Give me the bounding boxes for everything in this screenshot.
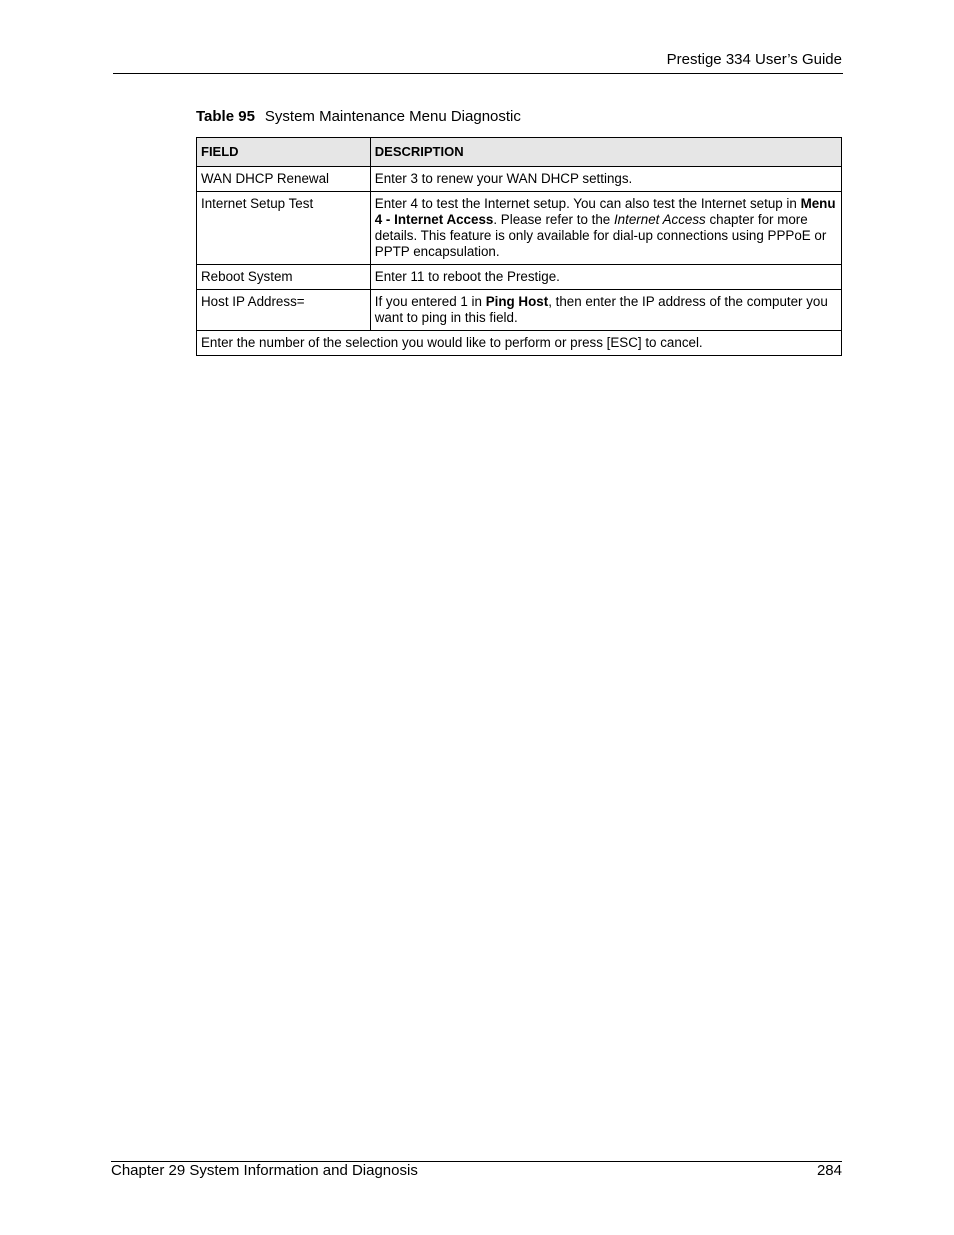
table-footer-row: [197, 331, 842, 356]
description-text: If you entered 1 in: [374, 294, 486, 309]
description-text: Enter 4 to test the Internet setup. You can also test the Internet setup in: [374, 196, 801, 211]
table-footer-note: Enter the number of the selection you would like to perform or press [ESC] to cancel.: [197, 331, 842, 356]
column-header-field: FIELD: [197, 138, 371, 167]
description-cell: Enter 11 to reboot the Prestige.: [370, 265, 841, 290]
description-cell: Enter 3 to renew your WAN DHCP settings.: [370, 167, 841, 192]
table-caption-text: System Maintenance Menu Diagnostic: [264, 108, 521, 125]
menu-reference-bold: Menu 4 - Internet Access: [374, 196, 836, 227]
description-text: chapter for more details. This feature is only available for dial-up connections using PPPoE or PPTP encapsulation.: [374, 212, 827, 259]
ping-host-bold: Ping Host: [485, 294, 549, 309]
footer-page-number: 284: [816, 1162, 842, 1179]
table-row: [197, 265, 842, 290]
description-text: , then enter the IP address of the computer you want to ping in this field.: [374, 294, 828, 325]
field-cell: WAN DHCP Renewal: [197, 167, 371, 192]
table-header-row: [197, 138, 842, 167]
table-caption-number: Table 95: [196, 108, 255, 125]
table-caption: [196, 108, 521, 125]
diagnostic-table: [196, 137, 842, 356]
description-cell: [370, 192, 841, 265]
field-cell: Host IP Address=: [197, 290, 371, 331]
description-cell: [370, 290, 841, 331]
footer-chapter: Chapter 29 System Information and Diagnosis: [111, 1162, 418, 1179]
table-row: [197, 290, 842, 331]
chapter-reference-italic: Internet Access: [613, 212, 706, 227]
table-row: [197, 167, 842, 192]
column-header-description: DESCRIPTION: [370, 138, 841, 167]
table-row: [197, 192, 842, 265]
running-header-title: Prestige 334 User’s Guide: [666, 51, 842, 68]
field-cell: Internet Setup Test: [197, 192, 371, 265]
header-rule: [113, 73, 843, 74]
field-cell: Reboot System: [197, 265, 371, 290]
description-text: . Please refer to the: [493, 212, 614, 227]
